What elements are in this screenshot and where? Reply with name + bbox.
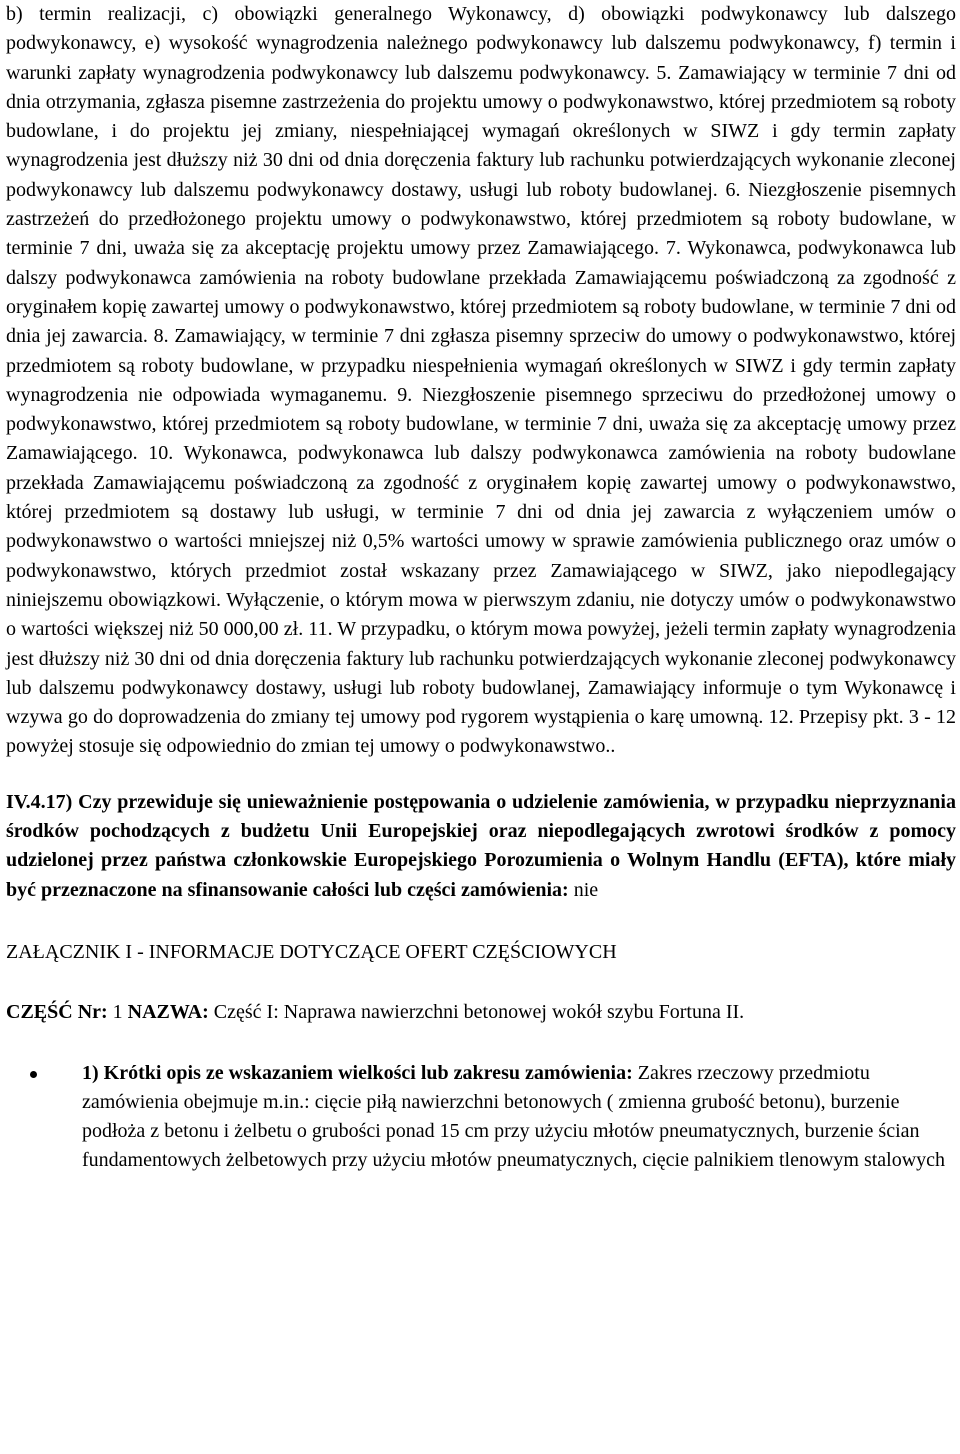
part-name-label: NAZWA: <box>127 1001 209 1024</box>
bullet-list <box>6 1059 956 1176</box>
bullet-dot-icon <box>30 1071 37 1078</box>
list-item-text: Zakres rzeczowy przedmiotu zamówienia obejmuje m.in.: cięcie piłą nawierzchni betonowych ( zmienna grubość betonu), burzenie podłoża z betonu i żelbetu o grubości ponad 15 cm przy użyciu młotów pneumatycznych, burzenie ścian fundamentowych żelbetowych przy użyciu młotów pneumatycznych, cięcie palnikiem tlenowym stalowych <box>82 1061 946 1172</box>
section-iv-4-17-answer: nie <box>568 878 599 901</box>
part-label: CZĘŚĆ Nr: <box>6 1001 108 1024</box>
section-iv-4-17 <box>6 788 956 905</box>
main-paragraph: b) termin realizacji, c) obowiązki generalnego Wykonawcy, d) obowiązki podwykonawcy lub dalszego podwykonawcy, e) wysokość wynagrodzenia należnego podwykonawcy lub dalszemu podwykonawcy, f) termin i warunki zapłaty wynagrodzenia podwykonawcy lub dalszemu podwykonawcy. 5. Zamawiający w terminie 7 dni od dnia otrzymania, zgłasza pisemne zastrzeżenia do projektu umowy o podwykonawstwo, której przedmiotem są roboty budowlane, i do projektu jej zmiany, niespełniającej wymagań określonych w SIWZ i gdy termin zapłaty wynagrodzenia jest dłuższy niż 30 dni od dnia doręczenia faktury lub rachunku potwierdzających wykonanie zleconej podwykonawcy lub dalszemu podwykonawcy dostawy, usługi lub roboty budowlanej. 6. Niezgłoszenie pisemnych zastrzeżeń do przedłożonego projektu umowy o podwykonawstwo, której przedmiotem są roboty budowlane, w terminie 7 dni, uważa się za akceptację projektu umowy przez Zamawiającego. 7. Wykonawca, podwykonawca lub dalszy podwykonawca zamówienia na roboty budowlane przekłada Zamawiającemu poświadczoną za zgodność z oryginałem kopię zawartej umowy o podwykonawstwo, której przedmiotem są roboty budowlane, w terminie 7 dni od dnia jej zawarcia. 8. Zamawiający, w terminie 7 dni zgłasza pisemny sprzeciw do umowy o podwykonawstwo, której przedmiotem są roboty budowlane, w przypadku niespełnienia wymagań określonych w SIWZ i gdy termin zapłaty wynagrodzenia nie odpowiada wymaganemu. 9. Niezgłoszenie pisemnego sprzeciwu do przedłożonej umowy o podwykonawstwo, której przedmiotem są roboty budowlane, w terminie 7 dni, uważa się za akceptację umowy przez Zamawiającego. 10. Wykonawca, podwykonawca lub dalszy podwykonawca zamówienia na roboty budowlane przekłada Zamawiającemu poświadczoną za zgodność z oryginałem kopię zawartej umowy o podwykonawstwo, której przedmiotem są dostawy lub usługi, w terminie 7 dni od dnia jej zawarcia z wyłączeniem umów o podwykonawstwo o wartości mniejszej niż 0,5% wartości umowy w sprawie zamówienia publicznego oraz umów o podwykonawstwo, których przedmiot został wskazany przez Zamawiającego w SIWZ, jako niepodlegający niniejszemu obowiązkowi. Wyłączenie, o którym mowa w pierwszym zdaniu, nie dotyczy umów o podwykonawstwo o wartości większej niż 50 000,00 zł. 11. W przypadku, o którym mowa powyżej, jeżeli termin zapłaty wynagrodzenia jest dłuższy niż 30 dni od dnia doręczenia faktury lub rachunku potwierdzających wykonanie zleconej podwykonawcy lub dalszemu podwykonawcy dostawy, usługi lub roboty budowlanej, Zamawiający informuje o tym Wykonawcę i wzywa go do doprowadzenia do zmiany tej umowy pod rygorem wystąpienia o karę umowną. 12. Przepisy pkt. 3 - 12 powyżej stosuje się odpowiednio do zmian tej umowy o podwykonawstwo.. <box>6 3 956 758</box>
document-page <box>6 0 956 1176</box>
list-item-label: 1) Krótki opis ze wskazaniem wielkości lub zakresu zamówienia: <box>82 1061 633 1084</box>
section-iv-4-17-question: IV.4.17) Czy przewiduje się unieważnienie postępowania o udzielenie zamówienia, w przypadku nieprzyznania środków pochodzących z budżetu Unii Europejskiej oraz niepodlegających zwrotowi środków z pomocy udzielonej przez państwa członkowskie Europejskiego Porozumienia o Wolnym Handlu (EFTA), które miały być przeznaczone na sfinansowanie całości lub części zamówienia: <box>6 790 956 901</box>
part-number: 1 <box>107 1001 128 1024</box>
part-line <box>6 998 956 1027</box>
list-item <box>6 1059 956 1176</box>
part-name-value: Część I: Naprawa nawierzchni betonowej wokół szybu Fortuna II. <box>208 1001 745 1024</box>
annex-title: ZAŁĄCZNIK I - INFORMACJE DOTYCZĄCE OFERT CZĘŚCIOWYCH <box>6 940 617 963</box>
